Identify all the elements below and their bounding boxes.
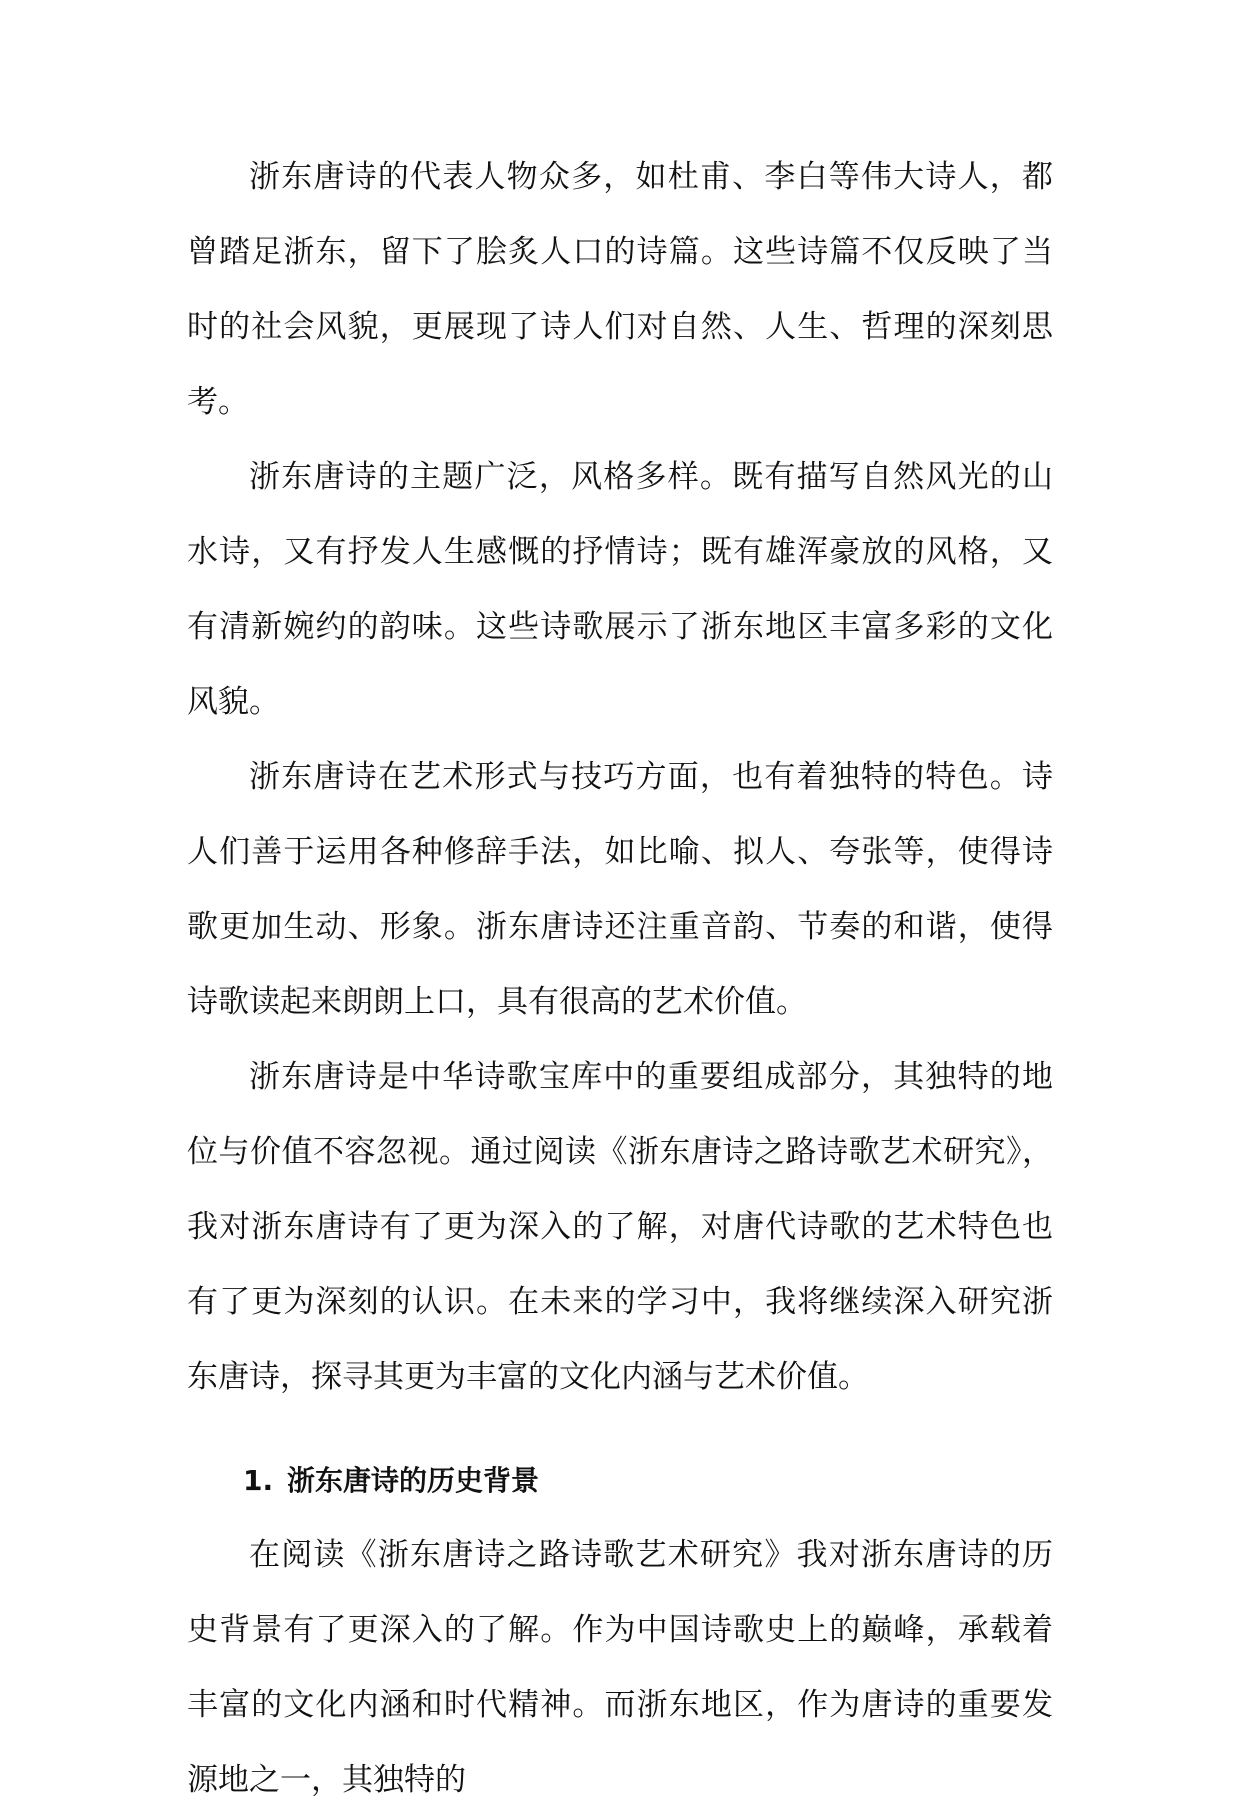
paragraph-artistic-techniques: 浙东唐诗在艺术形式与技巧方面，也有着独特的特色。诗人们善于运用各种修辞手法，如比喻、拟人、夸张等，使得诗歌更加生动、形象。浙东唐诗还注重音韵、节奏的和谐，使得诗歌读起来朗朗上口，具有很高的艺术价值。 (187, 759, 1053, 1020)
paragraph-historical-background: 在阅读《浙东唐诗之路诗歌艺术研究》我对浙东唐诗的历史背景有了更深入的了解。作为中国诗歌史上的巅峰，承载着丰富的文化内涵和时代精神。而浙东地区，作为唐诗的重要发源地之一，其独特的 (187, 1537, 1053, 1798)
section-heading (187, 1443, 1053, 1518)
paragraph-themes-styles: 浙东唐诗的主题广泛，风格多样。既有描写自然风光的山水诗，又有抒发人生感慨的抒情诗；既有雄浑豪放的风格，又有清新婉约的韵味。这些诗歌展示了浙东地区丰富多彩的文化风貌。 (187, 459, 1053, 720)
paragraph-representative-poets: 浙东唐诗的代表人物众多，如杜甫、李白等伟大诗人，都曾踏足浙东，留下了脍炙人口的诗篇。这些诗篇不仅反映了当时的社会风貌，更展现了诗人们对自然、人生、哲理的深刻思考。 (187, 159, 1053, 420)
section-title: 浙东唐诗的历史背景 (287, 1464, 540, 1497)
section-number: 1. (243, 1464, 274, 1497)
document-body (187, 140, 1053, 1818)
paragraph-status-value: 浙东唐诗是中华诗歌宝库中的重要组成部分，其独特的地位与价值不容忽视。通过阅读《浙东唐诗之路诗歌艺术研究》，我对浙东唐诗有了更为深入的了解，对唐代诗歌的艺术特色也有了更为深刻的认识。在未来的学习中，我将继续深入研究浙东唐诗，探寻其更为丰富的文化内涵与艺术价值。 (187, 1059, 1053, 1395)
